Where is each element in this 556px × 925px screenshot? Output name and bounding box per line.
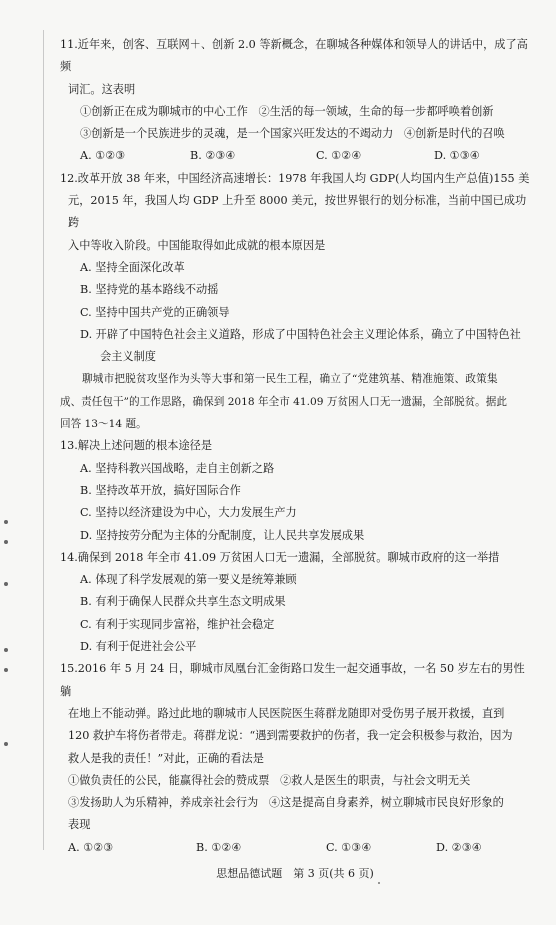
question-15 [60,658,530,859]
q12-option-a: A. 坚持全面深化改革 [80,260,185,274]
q15-stem-line2: 在地上不能动弹。路过此地的聊城市人民医院医生蒋群龙随即对受伤男子展开救援，直到 [68,706,505,720]
q15-items-row1 [60,770,530,792]
reading-passage [60,368,530,435]
q13-option-d: D. 坚持按劳分配为主体的分配制度，让人民共享发展成果 [80,528,365,542]
q15-stem-line4: 救人是我的责任！”对此，正确的看法是 [68,751,264,765]
q11-item-3: ③创新是一个民族进步的灵魂，是一个国家兴旺发达的不竭动力 [80,127,394,141]
q14-option-c: C. 有利于实现同步富裕，维护社会稳定 [80,617,275,631]
q11-option-c: C. ①②④ [316,149,362,163]
q12-stem-line1: 12.改革开放 38 年来，中国经济高速增长：1978 年我国人均 GDP(人均国内生产总值)155 美 [60,171,530,185]
page-footer: 思想品德试题 第 3 页(共 6 页) [216,866,374,880]
q11-option-b: B. ②③④ [190,149,236,163]
q15-option-c: C. ①③④ [326,840,372,854]
q15-option-a: A. ①②③ [68,840,114,854]
passage-line3: 回答 13～14 题。 [60,418,147,431]
q11-item-2: ②生活的每一领域，生命的每一步都呼唤着创新 [258,104,494,118]
q11-item-1: ①创新正在成为聊城市的中心工作 [80,104,248,118]
q12-option-d-line2: 会主义制度 [100,350,156,364]
q11-items-row2 [60,123,530,145]
question-11 [60,34,530,168]
question-13 [60,435,530,546]
q11-options [60,145,530,167]
q13-stem: 13.解决上述问题的根本途径是 [60,439,213,453]
q14-option-a: A. 体现了科学发展观的第一要义是统筹兼顾 [80,573,297,587]
q15-stem-line3: 120 救护车将伤者带走。蒋群龙说：“遇到需要救护的伤者，我一定会积极参与救治，因为 [68,729,513,743]
question-12 [60,168,530,369]
q14-option-b: B. 有利于确保人民群众共享生态文明成果 [80,595,286,609]
exam-content [60,34,530,885]
q15-items-row2 [60,792,530,814]
q11-item-4: ④创新是时代的召唤 [403,127,505,141]
q15-item-4: ④这是提高自身素养，树立聊城市民良好形象的 [268,796,504,810]
q11-option-a: A. ①②③ [80,149,126,163]
q12-option-b: B. 坚持党的基本路线不动摇 [80,283,219,297]
q15-option-d: D. ②③④ [436,840,482,854]
q14-option-d: D. 有利于促进社会公平 [80,640,197,654]
q15-options [60,837,530,859]
q11-items-row1 [60,101,530,123]
q11-stem-line2: 词汇。这表明 [68,82,136,96]
q15-item-2: ②救人是医生的职责，与社会文明无关 [280,773,471,787]
q11-option-d: D. ①③④ [434,149,480,163]
q15-item-1: ①做负责任的公民，能赢得社会的赞成票 [68,773,270,787]
q11-stem-line1: 11.近年来，创客、互联网＋、创新 2.0 等新概念，在聊城各种媒体和领导人的讲话中，成了高频 [60,38,528,74]
q14-stem: 14.确保到 2018 年全市 41.09 万贫困人口无一遗漏，全部脱贫。聊城市政府的这一举措 [60,550,500,564]
q15-option-b: B. ①②④ [196,840,242,854]
q15-item-4-cont: 表现 [68,818,91,832]
scan-speck [378,882,380,884]
q15-item-3: ③发扬助人为乐精神，养成亲社会行为 [68,796,259,810]
q12-option-c: C. 坚持中国共产党的正确领导 [80,305,230,319]
q12-option-d-line1: D. 开辟了中国特色社会主义道路，形成了中国特色社会主义理论体系，确立了中国特色社 [80,327,521,341]
q13-option-c: C. 坚持以经济建设为中心，大力发展生产力 [80,506,297,520]
q12-stem-line3: 入中等收入阶段。中国能取得如此成就的根本原因是 [68,238,326,252]
passage-line2: 成、责任包干”的工作思路，确保到 2018 年全市 41.09 万贫困人口无一遗漏，全部脱贫。据此 [60,395,507,408]
q12-stem-line2: 元，2015 年，我国人均 GDP 上升至 8000 美元，按世界银行的划分标准，当前中国已成功跨 [68,194,527,230]
q13-option-b: B. 坚持改革开放，搞好国际合作 [80,483,241,497]
passage-line1: 聊城市把脱贫攻坚作为头等大事和第一民生工程，确立了“党建筑基、精准施策、政策集 [82,373,498,386]
question-14 [60,547,530,658]
q15-stem-line1: 15.2016 年 5 月 24 日，聊城市凤凰台汇金街路口发生一起交通事故，一名 50 岁左右的男性躺 [60,662,525,698]
binding-line [43,30,44,850]
q13-option-a: A. 坚持科教兴国战略，走自主创新之路 [80,461,275,475]
